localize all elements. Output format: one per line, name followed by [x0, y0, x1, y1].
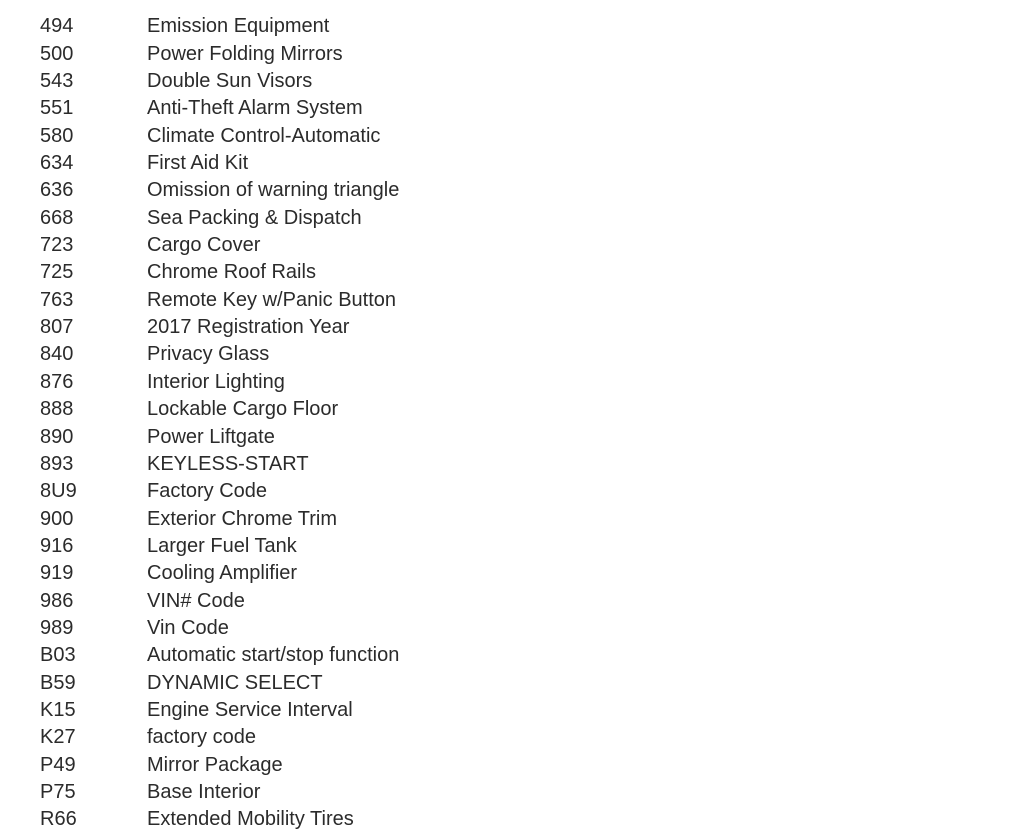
- option-row: [0, 95, 747, 122]
- option-row: [0, 588, 747, 615]
- option-description: Interior Lighting: [147, 370, 285, 393]
- option-row: [0, 697, 747, 724]
- option-code: 876: [40, 370, 74, 393]
- option-description: [147, 0, 747, 13]
- option-description: Cooling Amplifier: [147, 562, 298, 585]
- option-row: [0, 205, 747, 232]
- option-code: 916: [40, 534, 74, 557]
- option-row: [0, 478, 747, 505]
- option-description: Privacy Glass: [147, 343, 270, 366]
- option-code: P75: [40, 780, 76, 803]
- option-code: 989: [40, 616, 74, 639]
- option-code: 807: [40, 316, 74, 339]
- option-row: [0, 68, 747, 95]
- option-description: Larger Fuel Tank: [147, 534, 297, 557]
- option-row: [0, 232, 747, 259]
- option-description: Chrome Roof Rails: [147, 261, 316, 284]
- option-code: 893: [40, 452, 74, 475]
- option-description: Anti-Theft Alarm System: [147, 97, 363, 120]
- option-code: 634: [40, 152, 74, 175]
- option-description: Omission of warning triangle: [147, 179, 400, 202]
- option-description: Climate Control-Automatic: [147, 124, 381, 147]
- option-row: [0, 451, 747, 478]
- option-row: [0, 314, 747, 341]
- option-description: Extended Mobility Tires: [147, 808, 354, 831]
- option-code: 890: [40, 425, 74, 448]
- option-row: [0, 642, 747, 669]
- option-description: Power Liftgate: [147, 425, 275, 448]
- option-code: 900: [40, 507, 74, 530]
- option-description: Factory Code: [147, 480, 268, 503]
- option-code: 580: [40, 124, 74, 147]
- option-row: [0, 150, 747, 177]
- option-row: [0, 287, 747, 314]
- option-row: [0, 123, 747, 150]
- option-description: Sea Packing & Dispatch: [147, 206, 362, 229]
- option-code: [0, 0, 147, 13]
- option-description: 2017 Registration Year: [147, 316, 350, 339]
- option-description: Double Sun Visors: [147, 70, 313, 93]
- option-row: [0, 396, 747, 423]
- option-description: Emission Equipment: [147, 15, 330, 38]
- option-description: KEYLESS-START: [147, 452, 309, 475]
- option-description: DYNAMIC SELECT: [147, 671, 323, 694]
- option-row: [0, 615, 747, 642]
- option-description: Remote Key w/Panic Button: [147, 288, 397, 311]
- option-description: Cargo Cover: [147, 234, 261, 257]
- option-description: Base Interior: [147, 780, 261, 803]
- option-row: [0, 533, 747, 560]
- option-row: [0, 13, 747, 40]
- option-description: First Aid Kit: [147, 152, 249, 175]
- option-description: Power Folding Mirrors: [147, 42, 343, 65]
- option-code: 725: [40, 261, 74, 284]
- option-code: 494: [40, 15, 74, 38]
- option-description: Automatic start/stop function: [147, 644, 400, 667]
- option-row: [0, 506, 747, 533]
- option-code: K27: [40, 726, 76, 749]
- option-description: VIN# Code: [147, 589, 245, 612]
- option-code: B59: [40, 671, 76, 694]
- option-code: 723: [40, 234, 74, 257]
- option-row: [0, 369, 747, 396]
- option-code: B03: [40, 644, 76, 667]
- option-code: P49: [40, 753, 76, 776]
- option-code: 551: [40, 97, 74, 120]
- option-row: [0, 779, 747, 806]
- option-description: Exterior Chrome Trim: [147, 507, 338, 530]
- option-code: 919: [40, 562, 74, 585]
- option-code: 668: [40, 206, 74, 229]
- option-code: R66: [40, 808, 77, 831]
- option-row: [0, 806, 747, 833]
- option-row: [0, 752, 747, 779]
- option-code: 543: [40, 70, 74, 93]
- option-code: K15: [40, 698, 76, 721]
- option-row: [0, 41, 747, 68]
- option-row: [0, 560, 747, 587]
- option-code: 500: [40, 42, 74, 65]
- option-description: Lockable Cargo Floor: [147, 398, 339, 421]
- option-code: 840: [40, 343, 74, 366]
- option-row: [0, 259, 747, 286]
- option-code: 888: [40, 398, 74, 421]
- option-description: Engine Service Interval: [147, 698, 353, 721]
- option-code: 986: [40, 589, 74, 612]
- option-row: [0, 670, 747, 697]
- option-description: Vin Code: [147, 616, 229, 639]
- option-row: [0, 424, 747, 451]
- option-code: 636: [40, 179, 74, 202]
- option-code: 8U9: [40, 480, 77, 503]
- option-row: [0, 0, 747, 13]
- option-row: [0, 341, 747, 368]
- option-row: [0, 724, 747, 751]
- option-row: [0, 177, 747, 204]
- option-code: 763: [40, 288, 74, 311]
- option-description: factory code: [147, 726, 256, 749]
- option-description: Mirror Package: [147, 753, 283, 776]
